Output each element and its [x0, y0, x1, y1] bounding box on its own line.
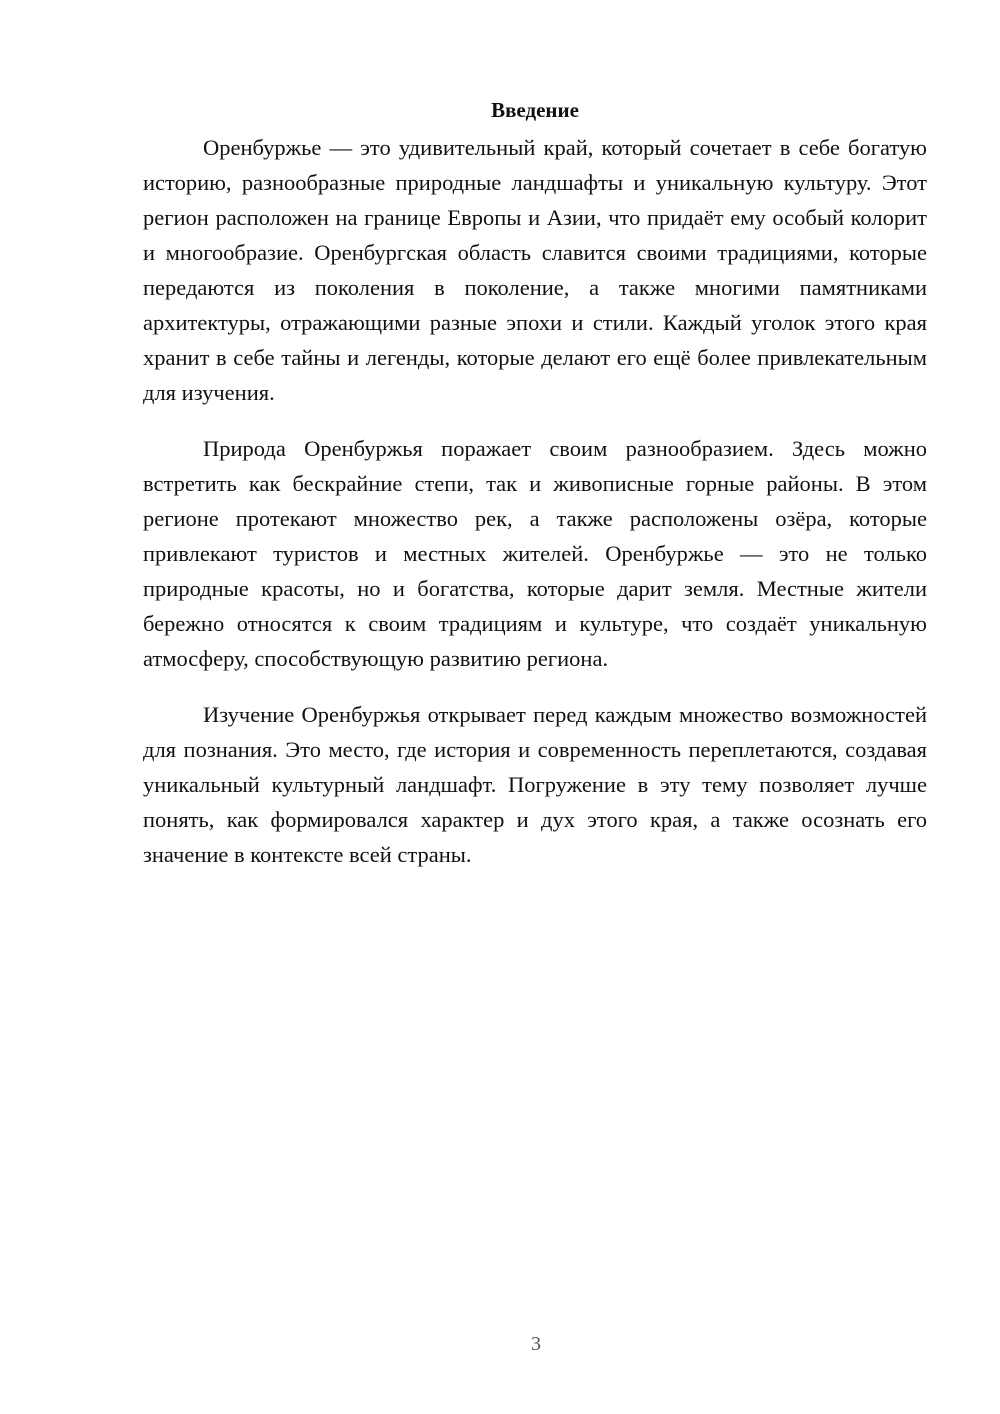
document-body: [143, 92, 927, 872]
paragraph-1: Оренбуржье — это удивительный край, который сочетает в себе богатую историю, разнообразные природные ландшафты и уникальную культуру. Этот регион расположен на границе Европы и Азии, что придаёт ему особый колорит и многообразие. Оренбургская область славится своими традициями, которые передаются из поколения в поколение, а также многими памятниками архитектуры, отражающими разные эпохи и стили. Каждый уголок этого края хранит в себе тайны и легенды, которые делают его ещё более привлекательным для изучения.: [143, 135, 927, 405]
paragraph-3: Изучение Оренбуржья открывает перед каждым множество возможностей для познания. Это место, где история и современность переплетаются, создавая уникальный культурный ландшафт. Погружение в эту тему позволяет лучше понять, как формировался характер и дух этого края, а также осознать его значение в контексте всей страны.: [143, 702, 927, 867]
page-number: 3: [531, 1333, 541, 1355]
paragraph-2: Природа Оренбуржья поражает своим разнообразием. Здесь можно встретить как бескрайние степи, так и живописные горные районы. В этом регионе протекают множество рек, а также расположены озёра, которые привлекают туристов и местных жителей. Оренбуржье — это не только природные красоты, но и богатства, которые дарит земля. Местные жители бережно относятся к своим традициям и культуре, что создаёт уникальную атмосферу, способствующую развитию региона.: [143, 436, 927, 671]
page-title: Введение: [491, 98, 579, 122]
